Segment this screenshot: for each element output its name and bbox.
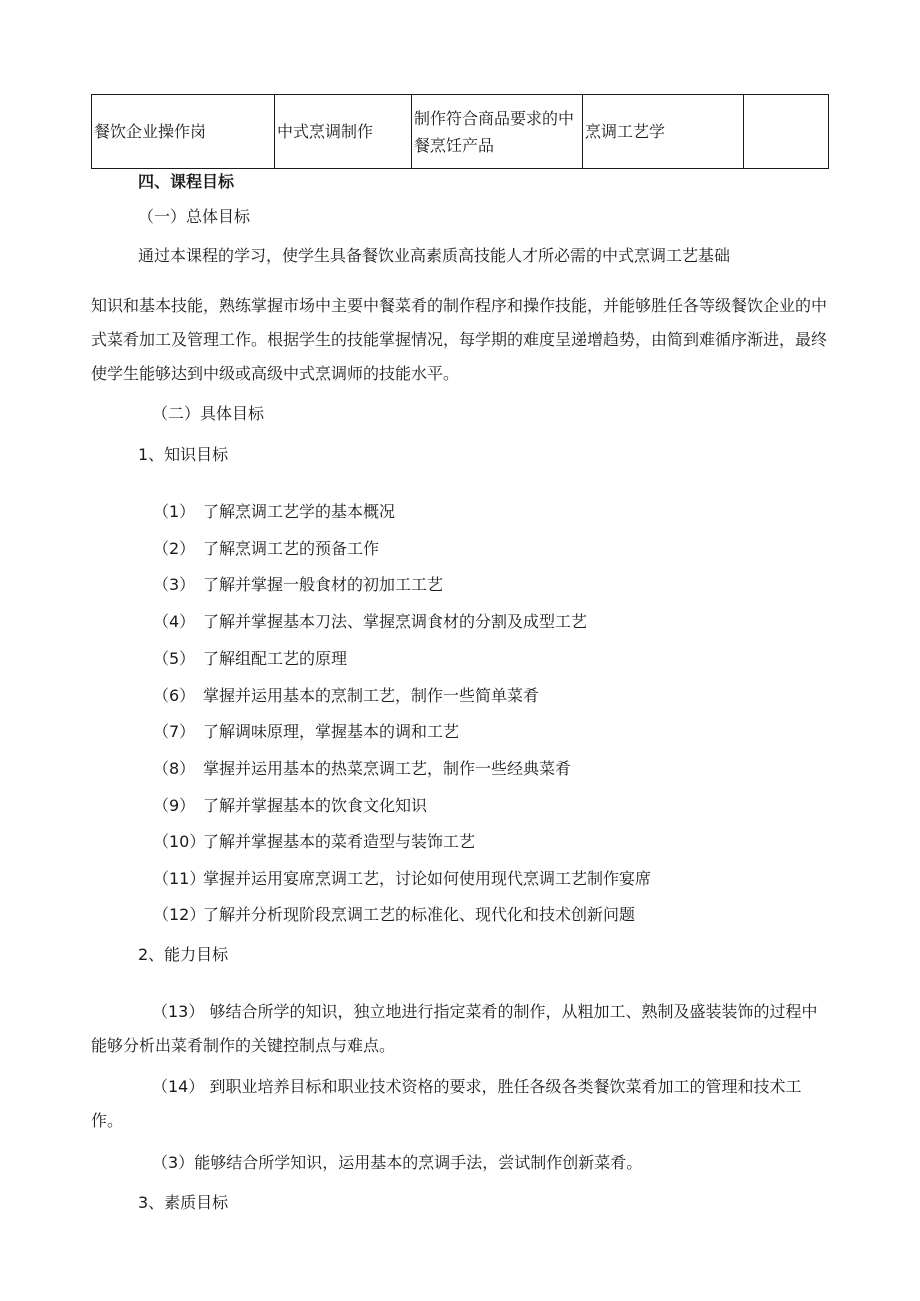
list-item: （8） 掌握并运用基本的热菜烹调工艺，制作一些经典菜肴 xyxy=(153,759,572,778)
table-cell-empty xyxy=(744,95,829,169)
table-cell-task: 中式烹调制作 xyxy=(275,95,412,169)
overall-goal-paragraph: 知识和基本技能，熟练掌握市场中主要中餐菜肴的制作程序和操作技能，并能够胜任各等级餐饮企业的中式菜肴加工及管理工作。根据学生的技能掌握情况，每学期的难度呈递增趋势，由简到难循序渐进，最终使学生能够达到中级或高级中式烹调师的技能水平。 xyxy=(91,296,828,383)
list-item: （6） 掌握并运用基本的烹制工艺，制作一些简单菜肴 xyxy=(153,686,540,705)
ability-goal-13: （13） 够结合所学的知识，独立地进行指定菜肴的制作，从粗加工、熟制及盛装装饰的过程中能够分析出菜肴制作的关键控制点与难点。 xyxy=(91,1002,818,1055)
ability-goal-3: （3）能够结合所学知识，运用基本的烹调手法，尝试制作创新菜肴。 xyxy=(152,1153,643,1172)
table-row xyxy=(92,95,829,169)
section-heading-course-goals: 四、课程目标 xyxy=(138,172,235,191)
overall-goal-first-line: 通过本课程的学习，使学生具备餐饮业高素质高技能人才所必需的中式烹调工艺基础 xyxy=(138,246,731,265)
list-item: （4） 了解并掌握基本刀法、掌握烹调食材的分割及成型工艺 xyxy=(153,612,588,631)
subheading-overall-goal: （一）总体目标 xyxy=(138,207,251,226)
subheading-specific-goal: （二）具体目标 xyxy=(152,404,265,423)
job-table xyxy=(91,94,829,169)
table-cell-position: 餐饮企业操作岗 xyxy=(92,95,275,169)
list-item: （11）掌握并运用宴席烹调工艺，讨论如何使用现代烹调工艺制作宴席 xyxy=(153,869,652,888)
list-item: （12）了解并分析现阶段烹调工艺的标准化、现代化和技术创新问题 xyxy=(153,905,636,924)
heading-quality-goals: 3、素质目标 xyxy=(138,1193,229,1212)
ability-goal-14: （14） 到职业培养目标和职业技术资格的要求，胜任各级各类餐饮菜肴加工的管理和技术工作。 xyxy=(91,1077,802,1130)
list-item: （3） 了解并掌握一般食材的初加工工艺 xyxy=(153,575,444,594)
list-item: （9） 了解并掌握基本的饮食文化知识 xyxy=(153,796,428,815)
list-item: （2） 了解烹调工艺的预备工作 xyxy=(153,539,380,558)
list-item: （10）了解并掌握基本的菜肴造型与装饰工艺 xyxy=(153,832,476,851)
list-item: （5） 了解组配工艺的原理 xyxy=(153,649,348,668)
table-cell-ability: 制作符合商品要求的中餐烹饪产品 xyxy=(412,95,583,169)
list-item: （1） 了解烹调工艺学的基本概况 xyxy=(153,502,396,521)
table-cell-course: 烹调工艺学 xyxy=(583,95,744,169)
heading-ability-goals: 2、能力目标 xyxy=(138,945,229,964)
list-item: （7） 了解调味原理，掌握基本的调和工艺 xyxy=(153,722,460,741)
heading-knowledge-goals: 1、知识目标 xyxy=(138,445,229,464)
